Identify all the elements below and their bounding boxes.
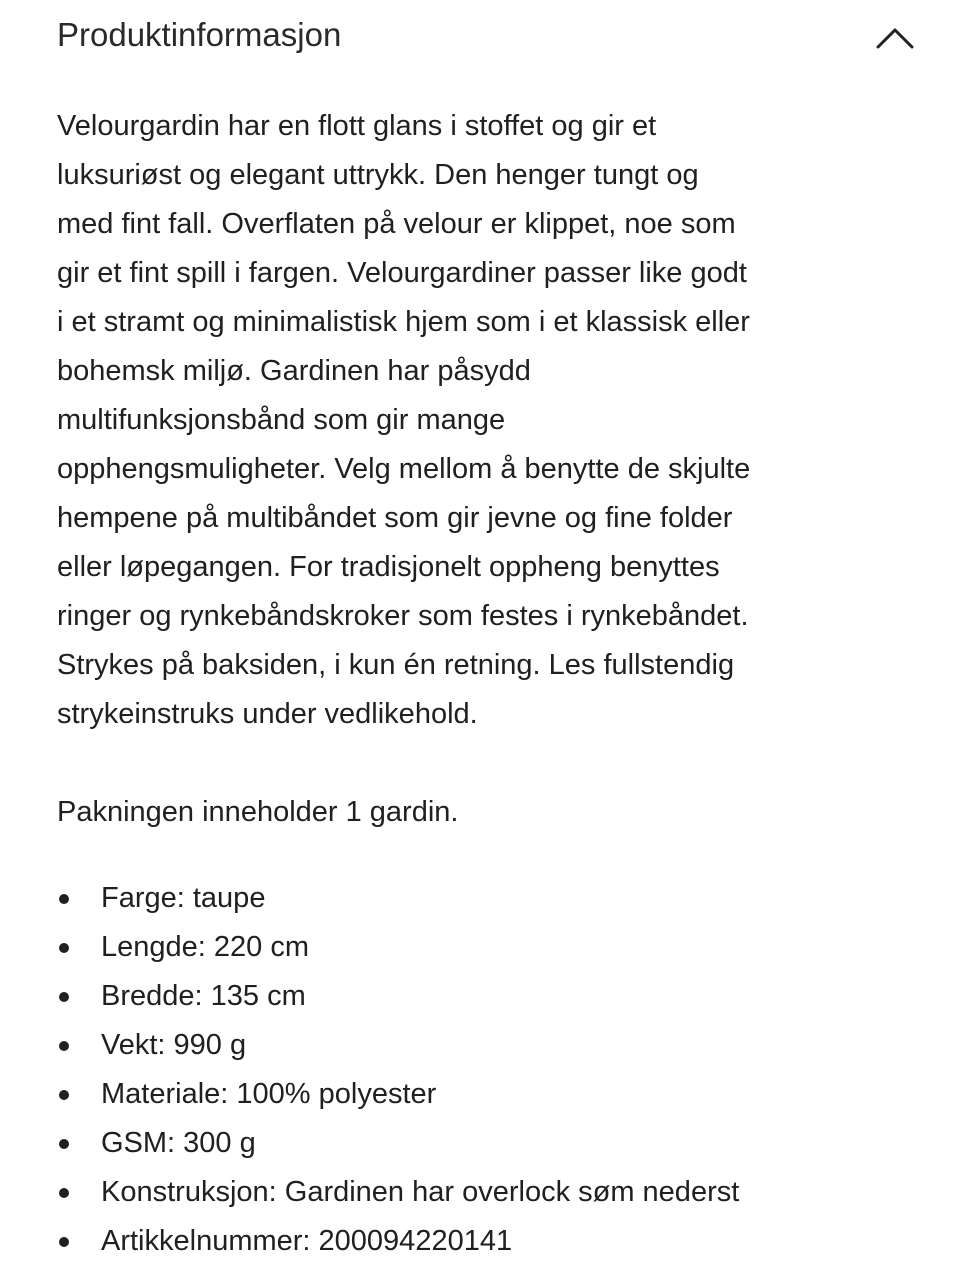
bullet-icon bbox=[59, 894, 69, 904]
bullet-icon bbox=[59, 1090, 69, 1100]
description-line: Velourgardin har en flott glans i stoffet og gir et bbox=[57, 110, 657, 142]
spec-list bbox=[57, 874, 907, 1266]
bullet-icon bbox=[59, 1041, 69, 1051]
spec-text: GSM: 300 g bbox=[101, 1127, 256, 1159]
spec-item-material bbox=[57, 1070, 907, 1119]
description-line: med fint fall. Overflaten på velour er klippet, noe som bbox=[57, 208, 736, 240]
description-line: ringer og rynkebåndskroker som festes i rynkebåndet. bbox=[57, 600, 749, 632]
spec-text: Materiale: 100% polyester bbox=[101, 1078, 437, 1110]
package-contents: Pakningen inneholder 1 gardin. bbox=[57, 796, 459, 828]
bullet-icon bbox=[59, 1188, 69, 1198]
description-line: bohemsk miljø. Gardinen har påsydd bbox=[57, 355, 531, 387]
description-line: i et stramt og minimalistisk hjem som i et klassisk eller bbox=[57, 306, 750, 338]
spec-item-color bbox=[57, 874, 907, 923]
accordion-body bbox=[57, 102, 907, 1266]
spec-item-construction bbox=[57, 1168, 907, 1217]
bullet-icon bbox=[59, 1139, 69, 1149]
spec-text: Lengde: 220 cm bbox=[101, 931, 309, 963]
chevron-up-icon bbox=[870, 14, 920, 58]
description-line: strykeinstruks under vedlikehold. bbox=[57, 698, 478, 730]
spec-text: Konstruksjon: Gardinen har overlock søm nederst bbox=[101, 1176, 740, 1208]
accordion-title: Produktinformasjon bbox=[57, 16, 342, 53]
spec-text: Bredde: 135 cm bbox=[101, 980, 306, 1012]
description-line: multifunksjonsbånd som gir mange bbox=[57, 404, 506, 436]
spec-item-weight bbox=[57, 1021, 907, 1070]
bullet-icon bbox=[59, 992, 69, 1002]
description-line: opphengsmuligheter. Velg mellom å benytte de skjulte bbox=[57, 453, 751, 485]
collapse-toggle-button[interactable] bbox=[870, 14, 920, 58]
spec-item-width bbox=[57, 972, 907, 1021]
description-line: eller løpegangen. For tradisjonelt oppheng benyttes bbox=[57, 551, 720, 583]
description-line: luksuriøst og elegant uttrykk. Den henger tungt og bbox=[57, 159, 699, 191]
description-line: gir et fint spill i fargen. Velourgardiner passer like godt bbox=[57, 257, 747, 289]
description-line: Strykes på baksiden, i kun én retning. Les fullstendig bbox=[57, 649, 735, 681]
spec-item-length bbox=[57, 923, 907, 972]
bullet-icon bbox=[59, 1237, 69, 1247]
accordion-header[interactable] bbox=[0, 0, 960, 72]
spec-text: Artikkelnummer: 200094220141 bbox=[101, 1225, 513, 1257]
description-line: hempene på multibåndet som gir jevne og fine folder bbox=[57, 502, 733, 534]
spec-item-article-number bbox=[57, 1217, 907, 1266]
spec-item-gsm bbox=[57, 1119, 907, 1168]
bullet-icon bbox=[59, 943, 69, 953]
spec-text: Farge: taupe bbox=[101, 882, 266, 914]
product-description bbox=[57, 102, 907, 739]
spec-text: Vekt: 990 g bbox=[101, 1029, 247, 1061]
